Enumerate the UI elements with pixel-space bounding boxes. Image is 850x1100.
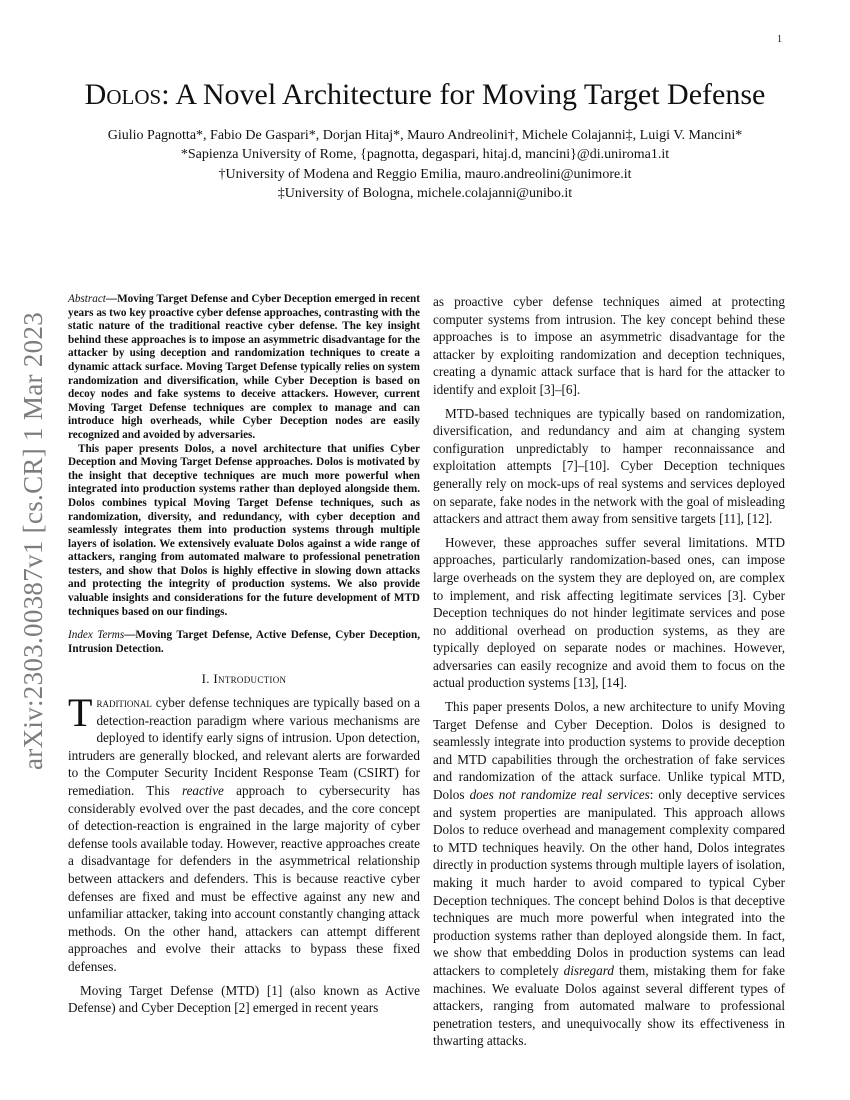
paper-header [60,76,790,204]
intro-paragraph-4: However, these approaches suffer several limitations. MTD approaches, particularly randomization-based ones, can impose large overheads on the system they are deployed on, are complex to implement, and risk affecting legitimate services [3]. Cyber Deception techniques do not hinder legitimate services and pose no additional overhead on production systems, as they are typically deployed on separate nodes or machines. However, adversaries can easily recognize and avoid them to focus on the actual production systems [13], [14]. [433,534,785,691]
abstract-label: Abstract [68,293,106,305]
drop-cap: T [68,690,93,736]
intro-paragraph-1 [68,690,420,976]
index-terms-text: —Moving Target Defense, Active Defense, Cyber Deception, Intrusion Detection. [68,629,421,655]
intro-paragraph-3: MTD-based techniques are typically based on randomization, diversification, and redundancy and aim at changing system configuration unpredictably to hamper reconnaissance and exploitation attempts [7]–[10]. Cyber Deception techniques generally rely on mock-ups of real systems and services deployed on separate, fake nodes in the network with the goal of misleading attackers and attract them away from sensitive targets [11], [12]. [433,405,785,527]
intro-p5-emphasis: does not randomize real services [469,787,650,803]
left-column [68,293,420,1017]
right-column [433,293,785,1050]
abstract-paragraph [68,293,420,443]
first-word-rest: raditional [96,695,152,711]
abstract-text: —Moving Target Defense and Cyber Deception emerged in recent years as two key proactive cyber defense approaches, contrasting with the static nature of the traditional reactive cyber defense. The key insight behind these approaches is to impose an asymmetric disadvantage for the attacker by using deception and randomization techniques to create a dynamic attack surface. Moving Target Defense typically relies on system randomization and diversification, while Cyber Deception is based on decoy nodes and fake systems to deceive attackers. However, current Moving Target Defense techniques are complex to manage and can introduce high overheads, while Cyber Deception nodes are easily recognized and avoided by adversaries. [68,293,420,441]
title-system-name: Dolos [84,78,162,111]
intro-p5-part-a: This paper presents Dolos, a new architecture to unify Moving Target Defense and Cyber Deception. Dolos is designed to seamlessly integrate into production systems to provide deception and MTD capabilities through the orchestration of fake services and randomization of the attack surface. Unlike typical MTD, Dolos [433,699,785,803]
author-list: Giulio Pagnotta*, Fabio De Gaspari*, Dorjan Hitaj*, Mauro Andreolini†, Michele Colajanni‡, Luigi V. Mancini* [107,128,743,143]
title-rest: : A Novel Architecture for Moving Target Defense [161,78,766,111]
affiliation-sapienza: *Sapienza University of Rome, {pagnotta, degaspari, hitaj.d, mancini}@di.uniroma1.it [180,147,670,162]
intro-paragraph-5 [433,698,785,1050]
intro-p5-part-b: : only deceptive services and system properties are manipulated. This approach allows Dolos to reduce overhead and management complexity compared to MTD techniques heavily. On the other hand, Dolos integrates directly in production systems through multiple layers of isolation, making it much harder to avoid compared to typical Cyber Deception techniques. The concept behind Dolos is that deceptive techniques are much more powerful when integrated into the production systems rather than deployed alongside them. In fact, we show that embedding Dolos in production systems can lead attackers to completely [433,787,785,978]
intro-paragraph-2-continued: as proactive cyber defense techniques aimed at protecting computer systems from intrusion. The key concept behind these approaches is to impose an asymmetric disadvantage for the attacker by exploiting randomization and deception techniques, creating a dynamic attack surface that is hard for the attacker to identify and exploit [3]–[6]. [433,294,785,397]
intro-p1-part-b: approach to cybersecurity has considerably evolved over the past decades, and the core concept of detection-reaction is engrained in the large majority of cyber defense tools available today. However, reactive approaches create a disadvantage for defenders in the asymmetrical relationship between attackers and defenders. This is because reactive cyber defenses are fixed and must be effective against any new and unfamiliar attacker, taking into account constantly changing attack methods. On the other hand, attackers can attempt different approaches and evolve their attacks to bypass these fixed defenses. [68,783,420,974]
intro-paragraph-2: Moving Target Defense (MTD) [1] (also known as Active Defense) and Cyber Deception [2] emerged in recent years [68,982,420,1016]
arxiv-identifier: arXiv:2303.00387v1 [cs.CR] 1 Mar 2023 [18,311,48,770]
affiliation-modena: †University of Modena and Reggio Emilia, mauro.andreolini@unimore.it [218,166,632,182]
intro-p5-emphasis-2: disregard [563,962,614,978]
page-number: 1 [777,34,782,45]
intro-p1-part-a: cyber defense techniques are typically based on a detection-reaction paradigm where various mechanisms are deployed to identify early signs of intrusion. Upon detection, intruders are generally blocked, and relevant alerts are forwarded to the Computer Security Incident Response Team (CSIRT) for remediation. This [68,695,420,798]
affiliation-bologna: ‡University of Bologna, michele.colajanni@unibo.it [277,186,573,201]
abstract-paragraph-2: This paper presents Dolos, a novel architecture that unifies Cyber Deception and Moving Target Defense approaches. Dolos is motivated by the insight that deceptive techniques are much more powerful when integrated into production systems rather than deployed alongside them. Dolos combines typical Moving Target Defense techniques, such as randomization, diversity, and redundancy, with cyber deception and seamlessly integrates them into production systems through multiple layers of isolation. We extensively evaluate Dolos against a wide range of attackers, ranging from automated malware to professional penetration testers, and show that Dolos is highly effective in slowing down attacks and protecting the integrity of production systems. We also provide valuable insights and considerations for the future development of MTD techniques based on our findings. [68,442,420,618]
intro-p1-emphasis: reactive [181,783,224,798]
index-terms-label: Index Terms [68,629,125,642]
index-terms [68,629,420,656]
paper-title [60,76,790,114]
section-heading-introduction: I. Introduction [201,671,287,687]
intro-p5-part-c: them, mistaking them for fake machines. We evaluate Dolos against several different types of attackers, ranging from automated malware to professional penetration testers, and unequivocally show its effectiveness in thwarting attacks. [433,962,785,1049]
